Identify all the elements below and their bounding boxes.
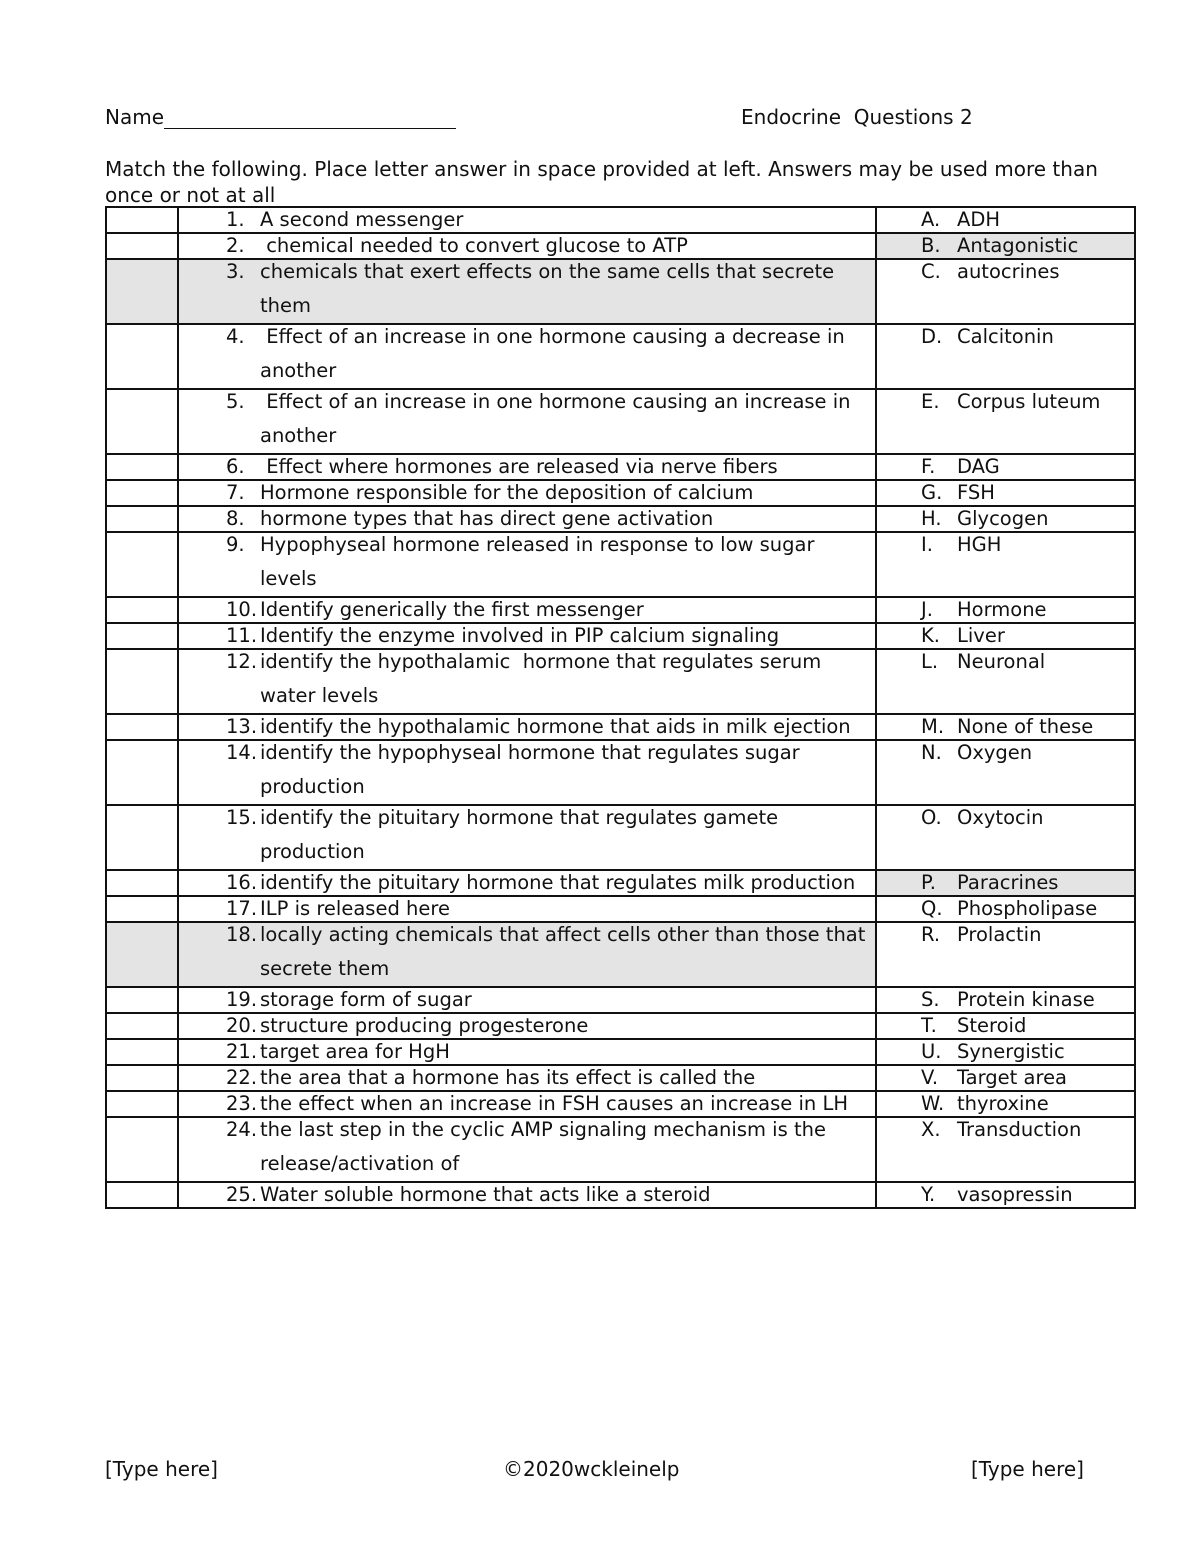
question-number: 22. (226, 1066, 258, 1089)
question-cell (178, 1117, 876, 1182)
answer-option-cell (876, 597, 1135, 623)
table-row (106, 805, 1135, 870)
answer-text: Steroid (957, 1014, 1027, 1037)
answer-option-cell (876, 532, 1135, 597)
question-cell (178, 805, 876, 870)
answer-text: Phospholipase (957, 897, 1098, 920)
answer-blank-cell[interactable] (106, 454, 178, 480)
answer-letter: O. (921, 806, 942, 829)
answer-option-cell (876, 805, 1135, 870)
answer-text: HGH (957, 533, 1002, 556)
answer-option-cell (876, 207, 1135, 233)
answer-text: ADH (957, 208, 1001, 231)
answer-letter: Y. (921, 1183, 936, 1206)
table-row (106, 389, 1135, 454)
answer-letter: L. (921, 650, 939, 673)
page-title: Endocrine Questions 2 (741, 105, 973, 129)
question-number: 23. (226, 1092, 258, 1115)
footer-right: [Type here] (971, 1457, 1084, 1481)
question-cell (178, 207, 876, 233)
question-cell (178, 454, 876, 480)
question-number: 3. (226, 260, 245, 283)
question-number: 21. (226, 1040, 258, 1063)
answer-letter: G. (921, 481, 943, 504)
answer-option-cell (876, 233, 1135, 259)
question-text: Effect of an increase in one hormone causing a decrease in another (260, 325, 851, 382)
question-text: hormone types that has direct gene activation (260, 507, 714, 530)
table-row (106, 740, 1135, 805)
question-cell (178, 870, 876, 896)
table-row (106, 987, 1135, 1013)
answer-blank-cell[interactable] (106, 480, 178, 506)
answer-letter: A. (921, 208, 941, 231)
question-number: 6. (226, 455, 245, 478)
answer-text: Target area (957, 1066, 1068, 1089)
answer-text: Synergistic (957, 1040, 1065, 1063)
answer-blank-cell[interactable] (106, 896, 178, 922)
question-text: structure producing progesterone (260, 1014, 589, 1037)
question-text: locally acting chemicals that affect cells other than those that secrete them (260, 923, 872, 980)
footer-center: ©2020wckleinelp (503, 1457, 680, 1481)
answer-text: thyroxine (957, 1092, 1049, 1115)
question-text: Hormone responsible for the deposition of calcium (260, 481, 754, 504)
table-row (106, 870, 1135, 896)
answer-letter: P. (921, 871, 936, 894)
question-text: Identify the enzyme involved in PIP calcium signaling (260, 624, 780, 647)
answer-option-cell (876, 480, 1135, 506)
answer-blank-cell[interactable] (106, 714, 178, 740)
answer-option-cell (876, 623, 1135, 649)
question-text: the last step in the cyclic AMP signaling mechanism is the release/activation of (260, 1118, 833, 1175)
question-text: the area that a hormone has its effect is called the (260, 1066, 756, 1089)
question-number: 11. (226, 624, 258, 647)
answer-letter: W. (921, 1092, 945, 1115)
answer-option-cell (876, 870, 1135, 896)
table-row (106, 597, 1135, 623)
question-cell (178, 987, 876, 1013)
answer-blank-cell[interactable] (106, 259, 178, 324)
question-text: Effect of an increase in one hormone causing an increase in another (260, 390, 857, 447)
answer-text: vasopressin (957, 1183, 1073, 1206)
answer-letter: U. (921, 1040, 942, 1063)
answer-text: Transduction (957, 1118, 1082, 1141)
answer-blank-cell[interactable] (106, 922, 178, 987)
answer-option-cell (876, 1065, 1135, 1091)
table-row (106, 454, 1135, 480)
answer-option-cell (876, 922, 1135, 987)
answer-text: Protein kinase (957, 988, 1095, 1011)
answer-letter: I. (921, 533, 933, 556)
question-text: chemical needed to convert glucose to ATP (260, 234, 688, 257)
question-text: ILP is released here (260, 897, 450, 920)
answer-text: DAG (957, 455, 1000, 478)
answer-blank-cell[interactable] (106, 1091, 178, 1117)
question-number: 18. (226, 923, 258, 946)
table-row (106, 480, 1135, 506)
question-text: identify the hypothalamic hormone that regulates serum water levels (260, 650, 828, 707)
question-number: 17. (226, 897, 258, 920)
answer-letter: R. (921, 923, 941, 946)
answer-letter: H. (921, 507, 942, 530)
table-row (106, 1039, 1135, 1065)
answer-blank-cell[interactable] (106, 233, 178, 259)
question-cell (178, 649, 876, 714)
question-number: 12. (226, 650, 258, 673)
answer-blank-cell[interactable] (106, 532, 178, 597)
question-cell (178, 1065, 876, 1091)
question-cell (178, 532, 876, 597)
answer-text: autocrines (957, 260, 1060, 283)
question-number: 15. (226, 806, 258, 829)
answer-blank-cell[interactable] (106, 649, 178, 714)
question-text: chemicals that exert effects on the same cells that secrete them (260, 260, 841, 317)
question-cell (178, 259, 876, 324)
question-text: Hypophyseal hormone released in response to low sugar levels (260, 533, 821, 590)
answer-blank-cell[interactable] (106, 870, 178, 896)
question-text: Effect where hormones are released via nerve fibers (260, 455, 778, 478)
answer-blank-cell[interactable] (106, 597, 178, 623)
answer-option-cell (876, 324, 1135, 389)
question-number: 9. (226, 533, 245, 556)
answer-blank-cell[interactable] (106, 324, 178, 389)
answer-blank-cell[interactable] (106, 1065, 178, 1091)
table-row (106, 1117, 1135, 1182)
question-text: A second messenger (260, 208, 464, 231)
question-text: storage form of sugar (260, 988, 472, 1011)
answer-text: FSH (957, 481, 995, 504)
answer-letter: D. (921, 325, 943, 348)
question-number: 2. (226, 234, 245, 257)
question-number: 16. (226, 871, 258, 894)
table-row (106, 207, 1135, 233)
question-number: 1. (226, 208, 245, 231)
table-row (106, 1013, 1135, 1039)
answer-letter: V. (921, 1066, 939, 1089)
question-cell (178, 740, 876, 805)
answer-text: Corpus luteum (957, 390, 1101, 413)
table-row (106, 1182, 1135, 1208)
question-cell (178, 389, 876, 454)
answer-text: None of these (957, 715, 1094, 738)
question-text: the effect when an increase in FSH causes an increase in LH (260, 1092, 848, 1115)
answer-option-cell (876, 1117, 1135, 1182)
answer-blank-cell[interactable] (106, 1039, 178, 1065)
question-number: 24. (226, 1118, 258, 1141)
answer-blank-cell[interactable] (106, 1182, 178, 1208)
question-number: 20. (226, 1014, 258, 1037)
answer-option-cell (876, 649, 1135, 714)
question-cell (178, 1182, 876, 1208)
question-text: target area for HgH (260, 1040, 450, 1063)
answer-option-cell (876, 1039, 1135, 1065)
answer-letter: T. (921, 1014, 937, 1037)
question-cell (178, 324, 876, 389)
answer-letter: Q. (921, 897, 943, 920)
answer-text: Glycogen (957, 507, 1049, 530)
question-text: identify the pituitary hormone that regulates milk production (260, 871, 856, 894)
answer-letter: E. (921, 390, 940, 413)
answer-text: Calcitonin (957, 325, 1054, 348)
answer-text: Liver (957, 624, 1005, 647)
answer-letter: M. (921, 715, 945, 738)
table-row (106, 324, 1135, 389)
question-cell (178, 922, 876, 987)
answer-blank-cell[interactable] (106, 1117, 178, 1182)
question-number: 25. (226, 1183, 258, 1206)
answer-blank-cell[interactable] (106, 740, 178, 805)
instructions: Match the following. Place letter answer in space provided at left. Answers may be used more than once or not at all (105, 157, 1098, 207)
question-number: 7. (226, 481, 245, 504)
name-blank-line[interactable] (164, 106, 456, 129)
question-number: 13. (226, 715, 258, 738)
question-number: 5. (226, 390, 245, 413)
answer-option-cell (876, 1013, 1135, 1039)
question-text: Water soluble hormone that acts like a steroid (260, 1183, 711, 1206)
name-label: Name (105, 105, 456, 129)
question-cell (178, 1039, 876, 1065)
answer-letter: F. (921, 455, 936, 478)
question-cell (178, 480, 876, 506)
answer-letter: J. (921, 598, 933, 621)
answer-letter: B. (921, 234, 941, 257)
answer-blank-cell[interactable] (106, 207, 178, 233)
footer-left: [Type here] (105, 1457, 218, 1481)
table-row (106, 649, 1135, 714)
answer-blank-cell[interactable] (106, 389, 178, 454)
answer-option-cell (876, 714, 1135, 740)
answer-option-cell (876, 987, 1135, 1013)
answer-text: Oxytocin (957, 806, 1044, 829)
answer-text: Paracrines (957, 871, 1059, 894)
answer-option-cell (876, 454, 1135, 480)
table-row (106, 259, 1135, 324)
matching-table (105, 206, 1136, 1209)
question-number: 19. (226, 988, 258, 1011)
answer-text: Hormone (957, 598, 1047, 621)
question-number: 4. (226, 325, 245, 348)
table-row (106, 1065, 1135, 1091)
question-cell (178, 597, 876, 623)
question-text: identify the pituitary hormone that regulates gamete production (260, 806, 785, 863)
answer-text: Oxygen (957, 741, 1033, 764)
answer-letter: S. (921, 988, 940, 1011)
answer-blank-cell[interactable] (106, 987, 178, 1013)
answer-letter: X. (921, 1118, 941, 1141)
answer-blank-cell[interactable] (106, 1013, 178, 1039)
answer-letter: C. (921, 260, 941, 283)
answer-option-cell (876, 1091, 1135, 1117)
question-text: identify the hypophyseal hormone that regulates sugar production (260, 741, 806, 798)
answer-option-cell (876, 389, 1135, 454)
answer-option-cell (876, 506, 1135, 532)
answer-letter: N. (921, 741, 942, 764)
answer-text: Antagonistic (957, 234, 1079, 257)
answer-blank-cell[interactable] (106, 506, 178, 532)
question-cell (178, 1013, 876, 1039)
answer-option-cell (876, 259, 1135, 324)
answer-blank-cell[interactable] (106, 805, 178, 870)
table-row (106, 922, 1135, 987)
question-number: 14. (226, 741, 258, 764)
table-row (106, 532, 1135, 597)
question-text: identify the hypothalamic hormone that aids in milk ejection (260, 715, 851, 738)
question-number: 8. (226, 507, 245, 530)
answer-option-cell (876, 1182, 1135, 1208)
answer-option-cell (876, 740, 1135, 805)
answer-text: Prolactin (957, 923, 1042, 946)
answer-option-cell (876, 896, 1135, 922)
question-number: 10. (226, 598, 258, 621)
answer-letter: K. (921, 624, 940, 647)
question-text: Identify generically the first messenger (260, 598, 644, 621)
answer-text: Neuronal (957, 650, 1046, 673)
answer-blank-cell[interactable] (106, 623, 178, 649)
